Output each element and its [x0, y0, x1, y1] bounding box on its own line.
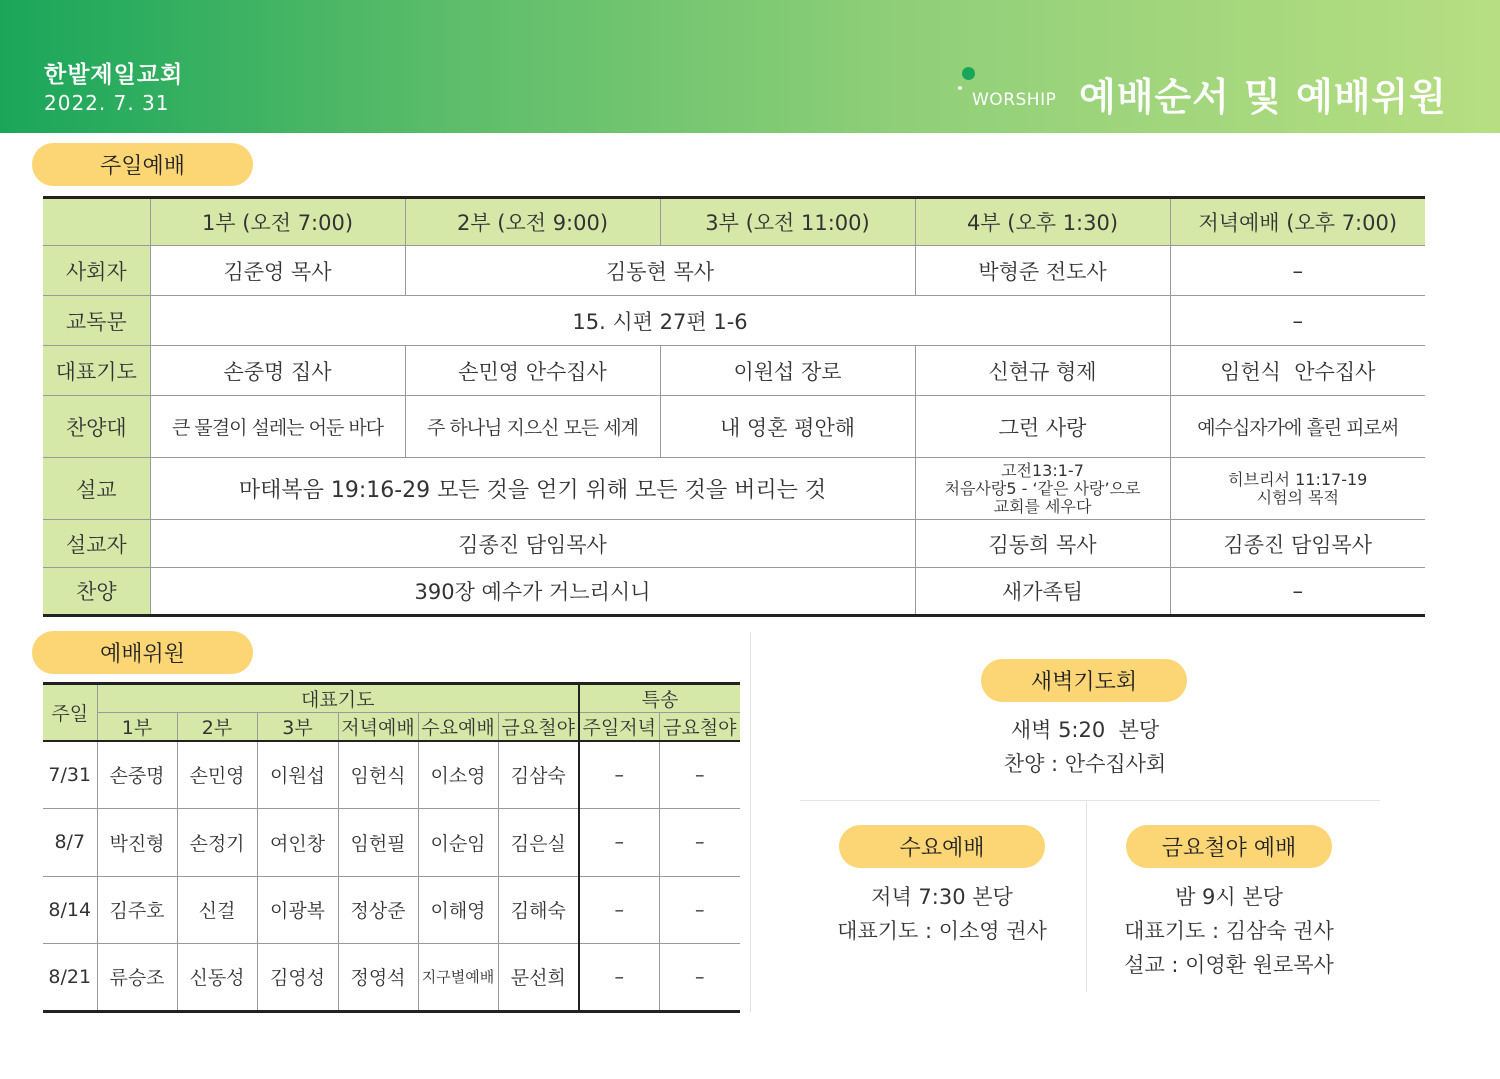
vertical-divider — [750, 632, 751, 1012]
row-header-host: 사회자 — [43, 246, 150, 296]
prayer-1: 손중명 집사 — [150, 346, 405, 396]
choir-1: 큰 물결이 설레는 어둔 바다 — [150, 396, 405, 458]
cell: 임헌필 — [338, 808, 418, 876]
row-header-prayer: 대표기도 — [43, 346, 150, 396]
cell: – — [659, 741, 740, 808]
choir-5: 예수십자가에 흘린 피로써 — [1170, 396, 1425, 458]
cell: 박진형 — [97, 808, 177, 876]
horizontal-divider — [800, 800, 1380, 801]
corner-cell — [43, 198, 150, 246]
wednesday-time: 저녁 7:30 본당 — [871, 885, 1013, 909]
sunday-worship-pill: 주일예배 — [32, 143, 253, 186]
col-header-3: 3부 (오전 11:00) — [660, 198, 915, 246]
sermon-5 — [1170, 458, 1425, 520]
cell: 이원섭 — [257, 741, 338, 808]
cell: 김은실 — [498, 808, 579, 876]
table-row — [43, 943, 740, 1011]
sub-head-2: 2부 — [177, 713, 257, 742]
church-name: 한밭제일교회 — [44, 62, 184, 88]
preacher-4: 김동희 목사 — [915, 520, 1170, 568]
row-header-reading: 교독문 — [43, 296, 150, 346]
cell: – — [579, 943, 659, 1011]
sub-head-5: 수요예배 — [418, 713, 498, 742]
sub-head-6: 금요철야 — [498, 713, 579, 742]
row-date: 8/21 — [43, 943, 97, 1011]
sub-head-4: 저녁예배 — [338, 713, 418, 742]
sermon-4-title: 교회를 세우다 — [993, 496, 1092, 516]
host-5: – — [1170, 246, 1425, 296]
prayer-2: 손민영 안수집사 — [405, 346, 660, 396]
cell: 손정기 — [177, 808, 257, 876]
committee-pill: 예배위원 — [32, 631, 253, 674]
cell: 김영성 — [257, 943, 338, 1011]
table-row — [43, 808, 740, 876]
friday-time: 밤 9시 본당 — [1175, 885, 1283, 909]
table-row — [43, 741, 740, 808]
preacher-1-3: 김종진 담임목사 — [150, 520, 915, 568]
cell: 신동성 — [177, 943, 257, 1011]
wednesday-prayer: 대표기도 : 이소영 권사 — [837, 919, 1047, 943]
cell: 손민영 — [177, 741, 257, 808]
cell: – — [659, 943, 740, 1011]
cell: 류승조 — [97, 943, 177, 1011]
bulletin-date: 2022. 7. 31 — [44, 91, 170, 115]
col-header-1: 1부 (오전 7:00) — [150, 198, 405, 246]
row-header-sermon: 설교 — [43, 458, 150, 520]
reading-1-4: 15. 시편 27편 1-6 — [150, 296, 1170, 346]
cell: 이순임 — [418, 808, 498, 876]
cell: 임헌식 — [338, 741, 418, 808]
hymn-5: – — [1170, 568, 1425, 616]
host-1: 김준영 목사 — [150, 246, 405, 296]
preacher-5: 김종진 담임목사 — [1170, 520, 1425, 568]
cell: – — [659, 876, 740, 943]
reading-5: – — [1170, 296, 1425, 346]
row-date: 8/14 — [43, 876, 97, 943]
green-dot-icon — [962, 67, 975, 80]
cell: 신걸 — [177, 876, 257, 943]
committee-head-prayer: 대표기도 — [97, 684, 579, 713]
friday-info — [1079, 880, 1379, 982]
choir-3: 내 영혼 평안해 — [660, 396, 915, 458]
host-4: 박형준 전도사 — [915, 246, 1170, 296]
committee-head-special: 특송 — [579, 684, 740, 713]
col-header-5: 저녁예배 (오후 7:00) — [1170, 198, 1425, 246]
sub-head-7: 주일저녁 — [579, 713, 659, 742]
table-row — [43, 876, 740, 943]
choir-2: 주 하나님 지으신 모든 세계 — [405, 396, 660, 458]
cell: – — [659, 808, 740, 876]
sub-head-1: 1부 — [97, 713, 177, 742]
cell: 김해숙 — [498, 876, 579, 943]
cell: 정상준 — [338, 876, 418, 943]
cell: 이소영 — [418, 741, 498, 808]
cell: – — [579, 876, 659, 943]
worship-label: WORSHIP — [972, 90, 1057, 110]
hymn-1-3: 390장 예수가 거느리시니 — [150, 568, 915, 616]
row-header-preacher: 설교자 — [43, 520, 150, 568]
cell: 정영석 — [338, 943, 418, 1011]
cell: 지구별예배 — [418, 943, 498, 1011]
dawn-prayer-info — [935, 713, 1235, 781]
wednesday-info — [792, 880, 1092, 948]
cell: 문선희 — [498, 943, 579, 1011]
page-title: 예배순서 및 예배위원 — [1079, 75, 1447, 119]
page-header — [0, 0, 1500, 133]
cell: 여인창 — [257, 808, 338, 876]
hymn-4: 새가족팀 — [915, 568, 1170, 616]
white-dot-icon — [958, 86, 962, 90]
cell: 이해영 — [418, 876, 498, 943]
row-date: 7/31 — [43, 741, 97, 808]
sermon-1-3: 마태복음 19:16-29 모든 것을 얻기 위해 모든 것을 버리는 것 — [150, 458, 915, 520]
sermon-5-title: 시험의 목적 — [1256, 487, 1339, 507]
row-header-hymn: 찬양 — [43, 568, 150, 616]
sub-head-3: 3부 — [257, 713, 338, 742]
dawn-praise: 찬양 : 안수집사회 — [1003, 752, 1167, 776]
wednesday-pill: 수요예배 — [839, 825, 1045, 868]
host-2-3: 김동현 목사 — [405, 246, 915, 296]
prayer-5: 임헌식 안수집사 — [1170, 346, 1425, 396]
dawn-time: 새벽 5:20 본당 — [1010, 718, 1160, 742]
cell: – — [579, 741, 659, 808]
prayer-4: 신현규 형제 — [915, 346, 1170, 396]
dawn-prayer-pill: 새벽기도회 — [981, 659, 1187, 702]
choir-4: 그런 사랑 — [915, 396, 1170, 458]
col-header-2: 2부 (오전 9:00) — [405, 198, 660, 246]
col-header-4: 4부 (오후 1:30) — [915, 198, 1170, 246]
sermon-4-series: 처음사랑5 - ‘같은 사랑’으로 — [944, 478, 1141, 498]
friday-preacher: 설교 : 이영환 원로목사 — [1124, 953, 1334, 977]
row-header-choir: 찬양대 — [43, 396, 150, 458]
friday-prayer: 대표기도 : 김삼숙 권사 — [1124, 919, 1334, 943]
committee-table — [43, 682, 740, 1013]
cell: 이광복 — [257, 876, 338, 943]
committee-head-sunday: 주일 — [43, 684, 97, 742]
cell: 김주호 — [97, 876, 177, 943]
row-date: 8/7 — [43, 808, 97, 876]
sermon-4 — [915, 458, 1170, 520]
sermon-5-ref: 히브리서 11:17-19 — [1228, 469, 1368, 489]
cell: 김삼숙 — [498, 741, 579, 808]
friday-pill: 금요철야 예배 — [1126, 825, 1332, 868]
sub-head-8: 금요철야 — [659, 713, 740, 742]
prayer-3: 이원섭 장로 — [660, 346, 915, 396]
cell: – — [579, 808, 659, 876]
cell: 손중명 — [97, 741, 177, 808]
sunday-worship-table — [43, 196, 1425, 617]
sermon-4-ref: 고전13:1-7 — [1001, 460, 1084, 480]
